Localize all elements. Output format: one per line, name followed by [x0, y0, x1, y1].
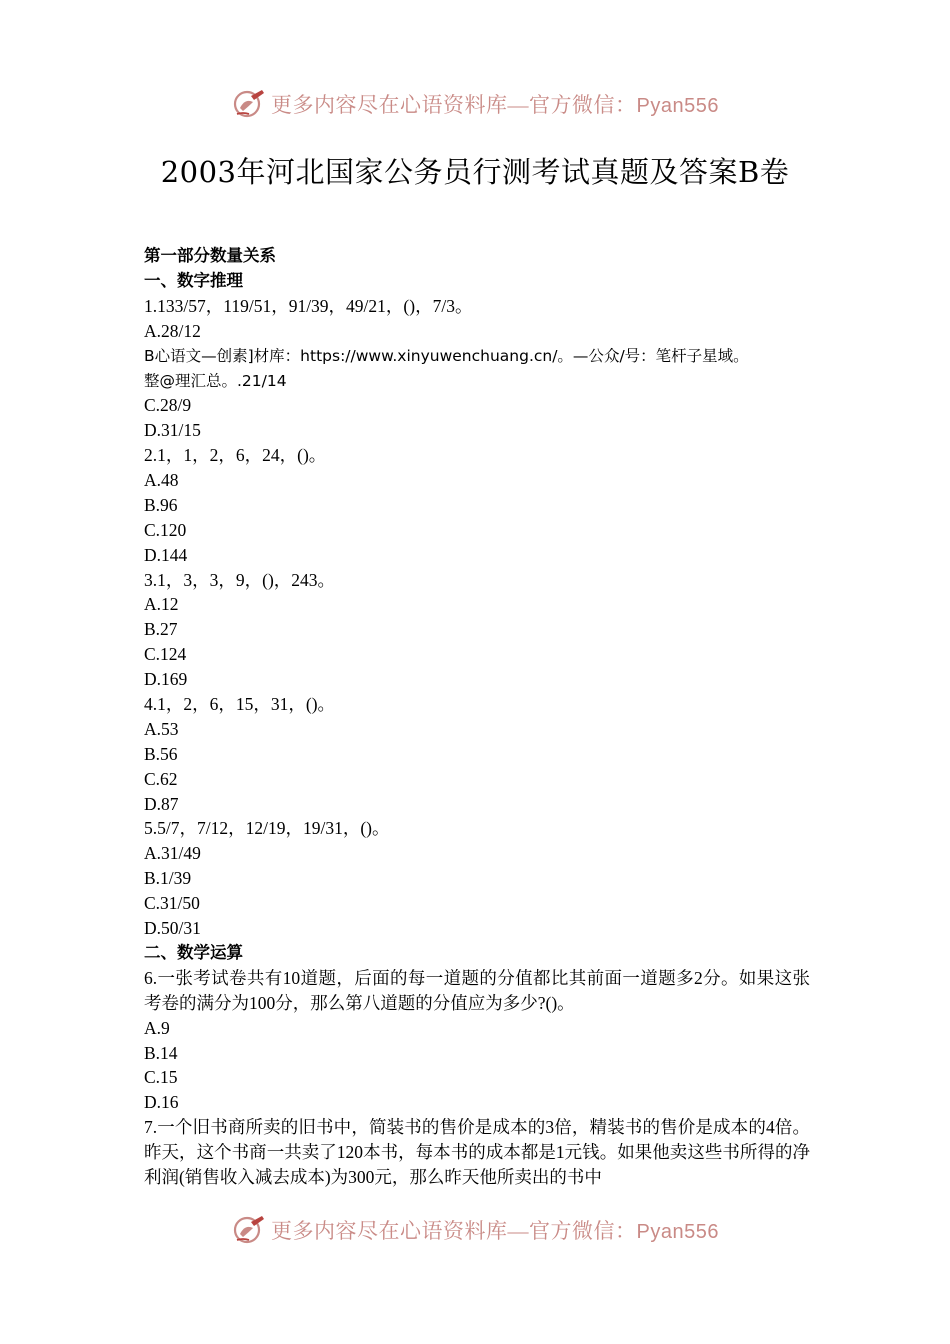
question-stem: 5.5/7，7/12，12/19，19/31，()。	[144, 818, 390, 839]
question-stem: 6.一张考试卷共有10道题，后面的每一道题的分值都比其前面一道题多2分。如果这张考卷的满分为100分，那么第八道题的分值应为多少?()。	[144, 967, 810, 1013]
answer-option: C.31/50	[144, 893, 200, 914]
subsection-heading: 二、数学运算	[144, 942, 243, 962]
answer-option: D.169	[144, 669, 188, 690]
answer-option: C.15	[144, 1067, 178, 1088]
answer-option: A.9	[144, 1017, 170, 1038]
question-stem: 2.1，1，2，6，24，()。	[144, 445, 327, 466]
answer-option: C.62	[144, 768, 178, 789]
answer-option: C.28/9	[144, 395, 192, 416]
answer-option: A.48	[144, 470, 179, 491]
answer-option: C.124	[144, 644, 187, 665]
answer-option: B.27	[144, 619, 178, 640]
section-heading: 第一部分数量关系	[144, 246, 276, 265]
question-stem: 3.1，3，3，9，()，243。	[144, 569, 336, 590]
document-body	[144, 244, 810, 1190]
question-stem: 7.一个旧书商所卖的旧书中，简装书的售价是成本的3倍，精装书的售价是成本的4倍。昨天，这个书商一共卖了120本书，每本书的成本都是1元钱。如果他卖这些书所得的净利润(销售收入减去成本)为300元，那么昨天他所卖出的书中	[144, 1117, 810, 1188]
footer-banner	[0, 1210, 950, 1250]
answer-option: D.16	[144, 1092, 179, 1113]
answer-option: D.50/31	[144, 918, 201, 939]
answer-option: B.14	[144, 1042, 178, 1063]
answer-option: A.31/49	[144, 843, 201, 864]
answer-option: D.31/15	[144, 420, 201, 441]
document-title: 2003年河北国家公务员行测考试真题及答案B卷	[160, 155, 790, 189]
question-stem: 4.1，2，6，15，31，()。	[144, 694, 336, 715]
answer-option: B.56	[144, 743, 178, 764]
answer-option: A.53	[144, 718, 179, 739]
subsection-heading: 一、数字推理	[144, 270, 243, 290]
question-stem: 1.133/57，119/51，91/39，49/21，()，7/3。	[144, 295, 473, 316]
answer-option: B.96	[144, 494, 178, 515]
answer-option: A.12	[144, 594, 179, 615]
answer-option: D.87	[144, 793, 179, 814]
banner-text: 更多内容尽在心语资料库—官方微信：Pyan556	[271, 93, 719, 117]
answer-option: A.28/12	[144, 320, 201, 341]
answer-option: D.144	[144, 544, 188, 565]
header-banner	[0, 84, 950, 124]
answer-option: B.1/39	[144, 868, 192, 889]
watermark-line: B心语文—创素]材库：https://www.xinyuwenchuang.cn/。—公众/号：笔杆子星域。	[144, 346, 749, 365]
banner-text: 更多内容尽在心语资料库—官方微信：Pyan556	[271, 1219, 719, 1243]
pen-logo-icon	[231, 86, 267, 122]
watermark-line: 整@理汇总。.21/14	[144, 372, 287, 391]
answer-option: C.120	[144, 519, 187, 540]
pen-logo-icon	[231, 1212, 267, 1248]
